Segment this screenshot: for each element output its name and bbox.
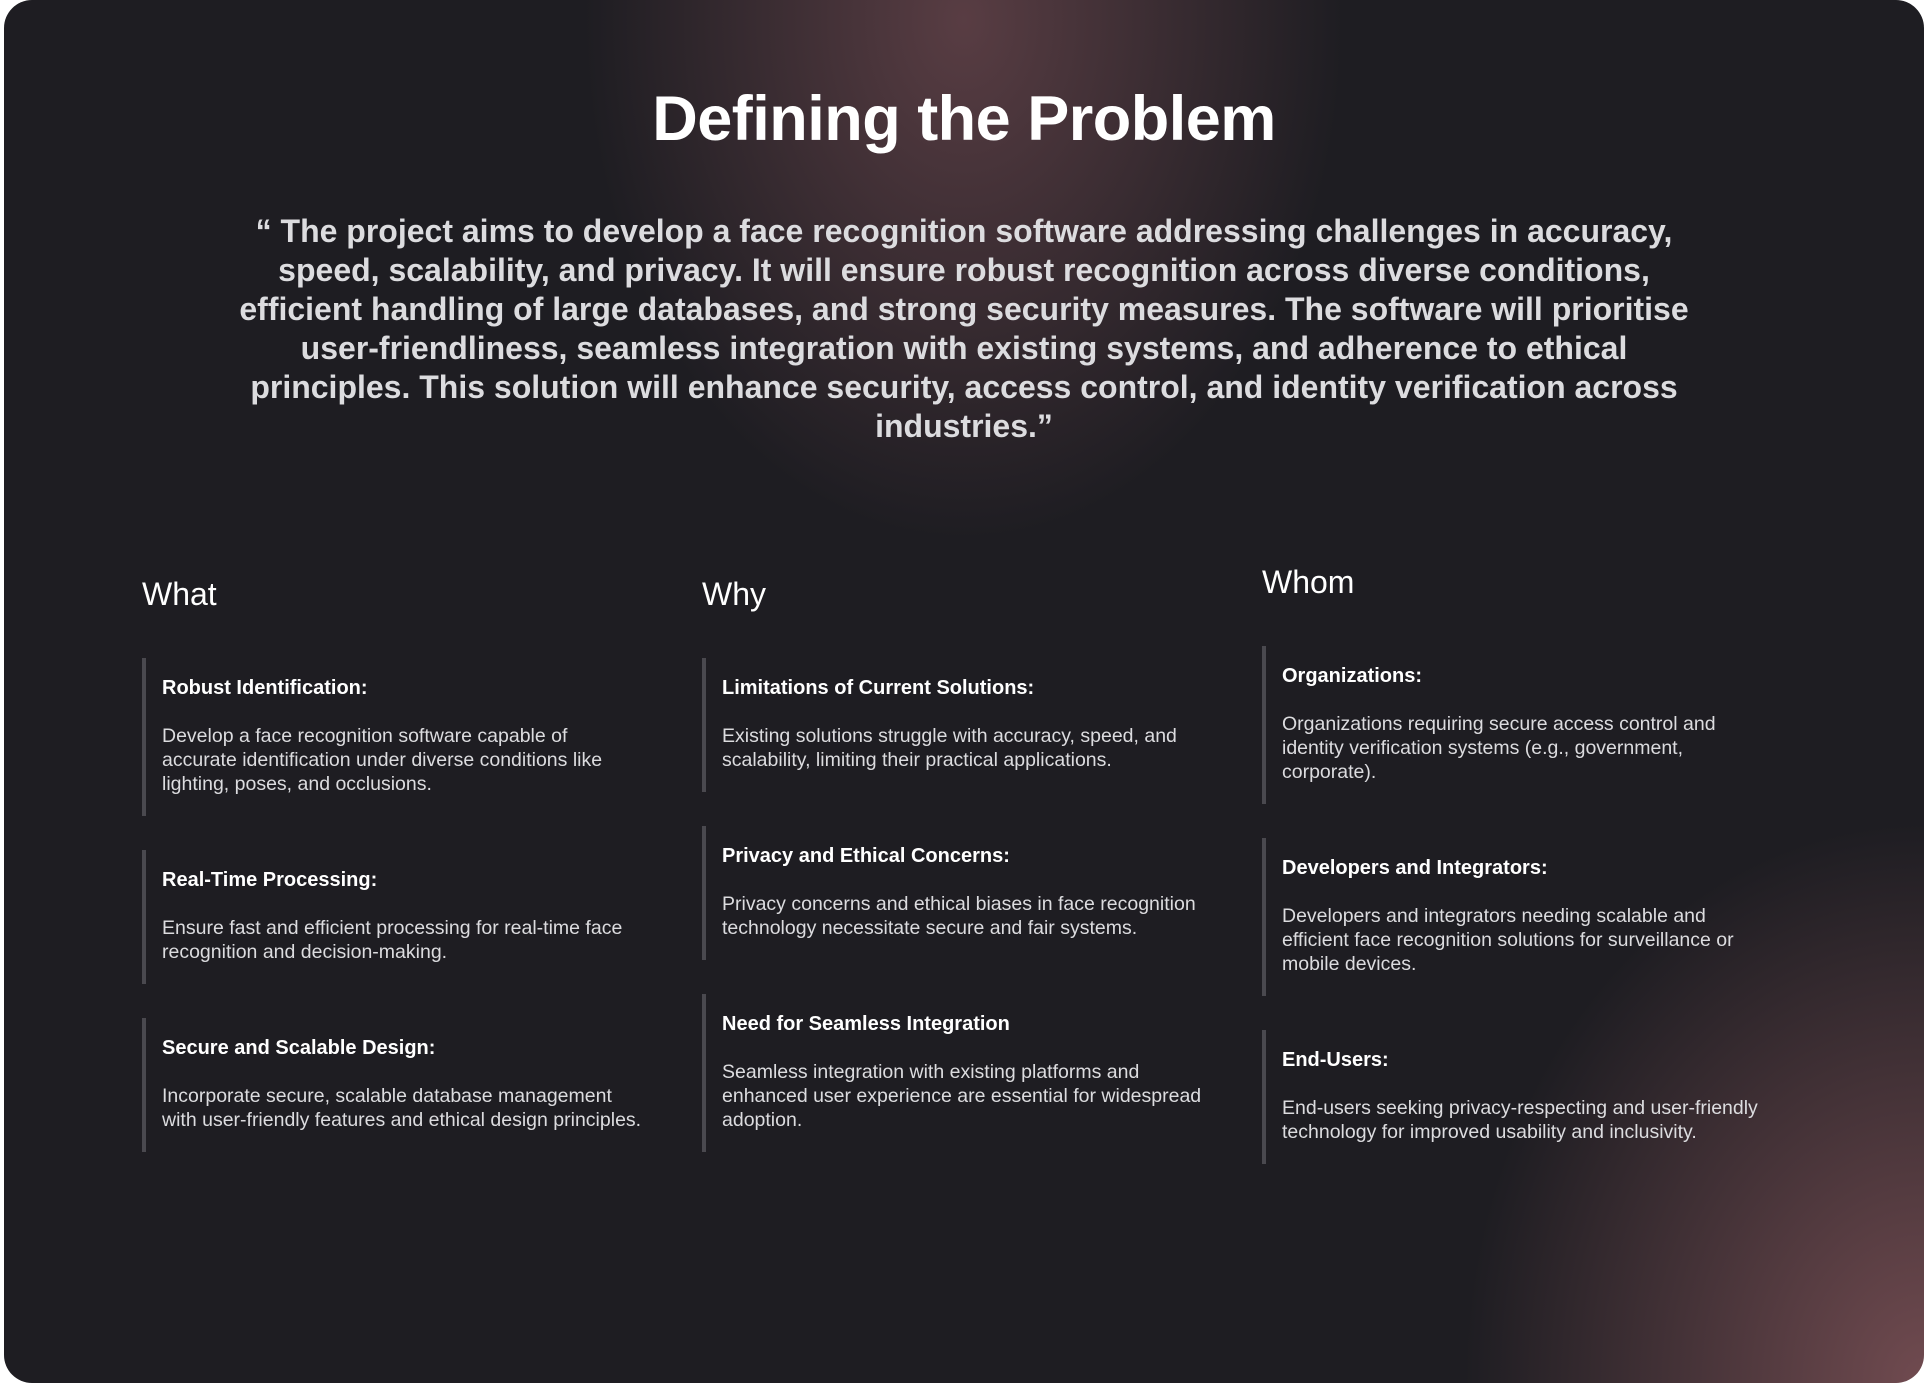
item-title: Organizations: bbox=[1282, 665, 1423, 687]
item-title: Developers and Integrators: bbox=[1282, 857, 1548, 879]
why-column bbox=[702, 574, 1222, 1186]
column-heading-what: What bbox=[142, 576, 217, 612]
item-text: End-users seeking privacy-respecting and user-friendly technology for improved usability and inclusivity. bbox=[1282, 1097, 1758, 1143]
item-text: Seamless integration with existing platforms and enhanced user experience are essential for widespread adoption. bbox=[722, 1061, 1202, 1131]
whom-column bbox=[1262, 562, 1782, 1198]
item-text: Privacy concerns and ethical biases in face recognition technology necessitate secure and fair systems. bbox=[722, 893, 1196, 939]
item-developers-integrators bbox=[1262, 838, 1782, 996]
item-privacy-ethical-concerns bbox=[702, 826, 1222, 960]
page-title: Defining the Problem bbox=[652, 84, 1276, 154]
item-text: Incorporate secure, scalable database management with user-friendly features and ethical design principles. bbox=[162, 1085, 642, 1131]
problem-statement-quote: “ The project aims to develop a face recognition software addressing challenges in accuracy, speed, scalability, and privacy. It will ensure robust recognition across diverse conditions, efficient handling of large databases, and strong security measures. The software will prioritise user-friendliness, seamless integration with existing systems, and adherence to ethical principles. This solution will enhance security, access control, and identity verification across industries.” bbox=[239, 213, 1689, 444]
item-organizations bbox=[1262, 646, 1782, 804]
item-title: Secure and Scalable Design: bbox=[162, 1037, 436, 1059]
item-title: Robust Identification: bbox=[162, 677, 368, 699]
item-title: Need for Seamless Integration bbox=[722, 1013, 1010, 1035]
item-seamless-integration bbox=[702, 994, 1222, 1152]
item-title: Real-Time Processing: bbox=[162, 869, 378, 891]
item-title: Privacy and Ethical Concerns: bbox=[722, 845, 1010, 867]
item-title: End-Users: bbox=[1282, 1049, 1389, 1071]
item-secure-scalable-design bbox=[142, 1018, 662, 1152]
item-text: Developers and integrators needing scalable and efficient face recognition solutions for surveillance or mobile devices. bbox=[1282, 905, 1734, 975]
item-text: Ensure fast and efficient processing for real-time face recognition and decision-making. bbox=[162, 917, 623, 963]
item-real-time-processing bbox=[142, 850, 662, 984]
item-title: Limitations of Current Solutions: bbox=[722, 677, 1035, 699]
column-heading-why: Why bbox=[702, 576, 766, 612]
what-column bbox=[142, 574, 662, 1186]
item-text: Existing solutions struggle with accuracy, speed, and scalability, limiting their practical applications. bbox=[722, 725, 1177, 771]
column-heading-whom: Whom bbox=[1262, 564, 1355, 600]
item-robust-identification bbox=[142, 658, 662, 816]
item-text: Organizations requiring secure access control and identity verification systems (e.g., government, corporate). bbox=[1282, 713, 1716, 783]
item-text: Develop a face recognition software capable of accurate identification under diverse conditions like lighting, poses, and occlusions. bbox=[162, 725, 603, 795]
item-end-users bbox=[1262, 1030, 1782, 1164]
item-limitations-current-solutions bbox=[702, 658, 1222, 792]
problem-slide bbox=[4, 0, 1924, 1383]
